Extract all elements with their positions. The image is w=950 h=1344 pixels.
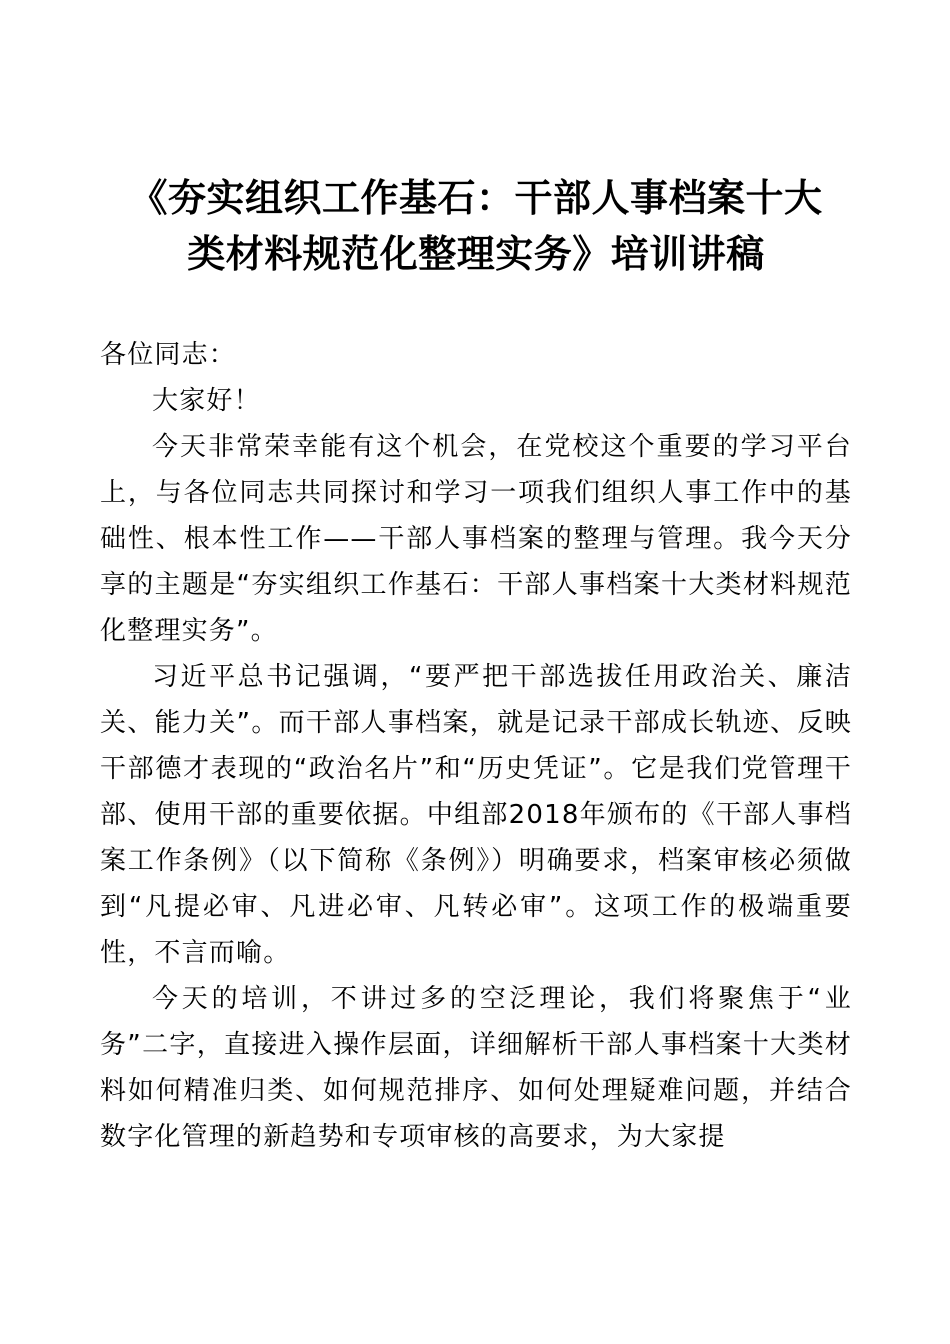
paragraph-importance: 习近平总书记强调，“要严把干部选拔任用政治关、廉洁关、能力关”。而干部人事档案，就是记录干部成长轨迹、反映干部德才表现的“政治名片”和“历史凭证”。它是我们党管理干部、使用干部的重要依据。中组部2018年颁布的《干部人事档案工作条例》（以下简称《条例》）明确要求，档案审核必须做到“凡提必审、凡进必审、凡转必审”。这项工作的极端重要性，不言而喻。: [100, 662, 852, 968]
paragraph-greeting: 大家好！: [152, 386, 261, 416]
document-body: [100, 332, 852, 1160]
document-title: [96, 170, 856, 282]
salutation: 各位同志：: [100, 340, 237, 370]
title-line-2: 类材料规范化整理实务》培训讲稿: [187, 231, 765, 276]
paragraph-introduction: 今天非常荣幸能有这个机会，在党校这个重要的学习平台上，与各位同志共同探讨和学习一项我们组织人事工作中的基础性、根本性工作——干部人事档案的整理与管理。我今天分享的主题是“夯实组织工作基石：干部人事档案十大类材料规范化整理实务”。: [100, 432, 852, 646]
paragraph-training-focus: 今天的培训，不讲过多的空泛理论，我们将聚焦于“业务”二字，直接进入操作层面，详细解析干部人事档案十大类材料如何精准归类、如何规范排序、如何处理疑难问题，并结合数字化管理的新趋势和专项审核的高要求，为大家提: [100, 984, 852, 1152]
title-line-1: 《夯实组织工作基石：干部人事档案十大: [129, 175, 823, 220]
